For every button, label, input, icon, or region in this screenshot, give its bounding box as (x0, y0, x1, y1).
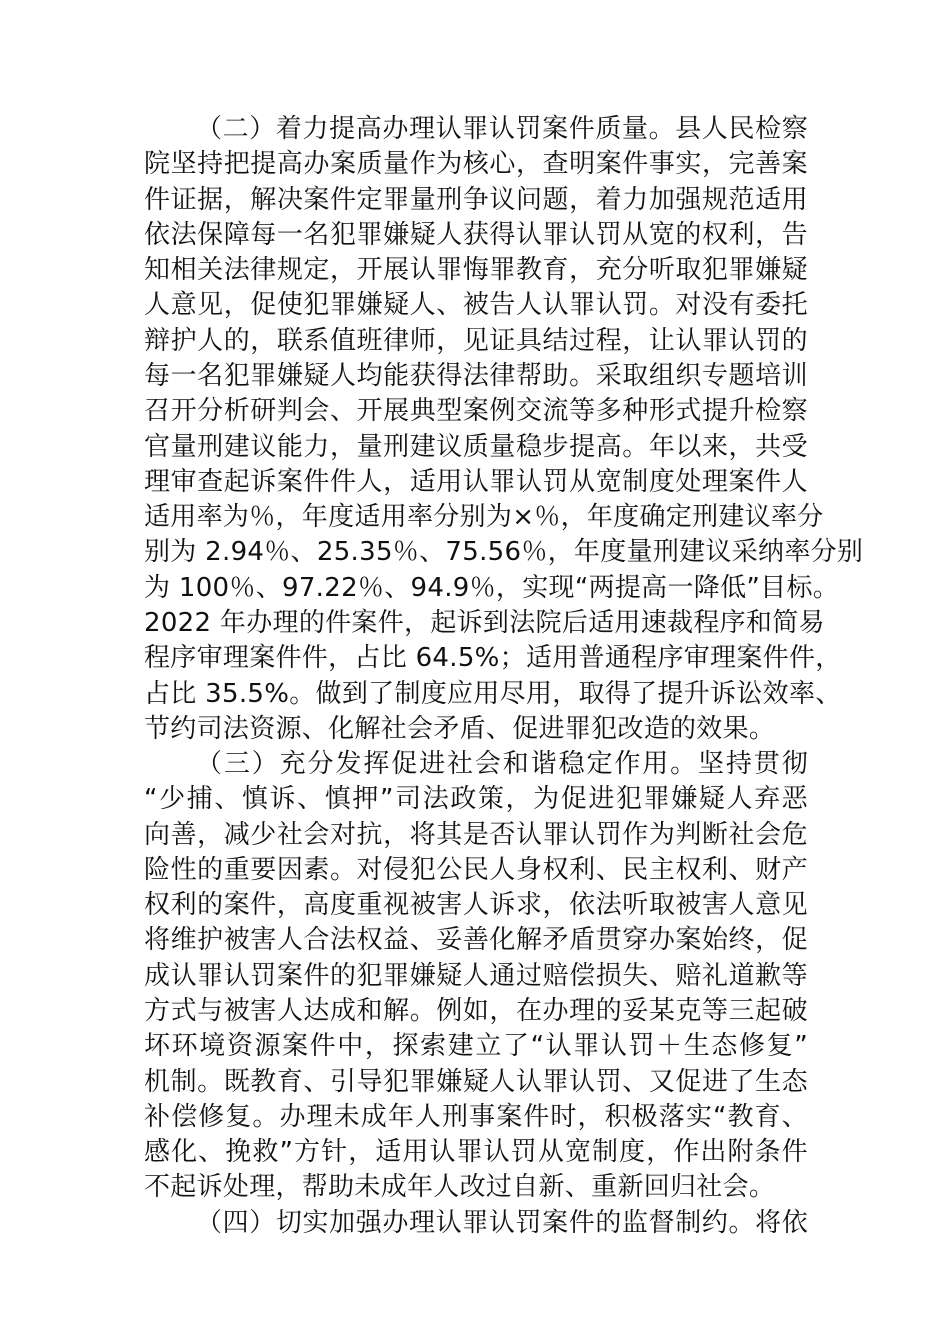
text-line: 依法保障每一名犯罪嫌疑人获得认罪认罚从宽的权利，告 (144, 219, 808, 250)
text-line: （四）切实加强办理认罪认罚案件的监督制约。将依 (196, 1207, 808, 1238)
text-line: 将维护被害人合法权益、妥善化解矛盾贯穿办案始终，促 (144, 925, 808, 956)
text-line: 向善，减少社会对抗，将其是否认罪认罚作为判断社会危 (144, 819, 808, 850)
text-line: 权利的案件，高度重视被害人诉求，依法听取被害人意见 (144, 890, 808, 921)
text-line: 召开分析研判会、开展典型案例交流等多种形式提升检察 (144, 396, 808, 427)
text-line: 2022 年办理的件案件，起诉到法院后适用速裁程序和简易 (144, 607, 825, 638)
text-line: 件证据，解决案件定罪量刑争议问题，着力加强规范适用 (144, 184, 808, 215)
body-text (144, 114, 864, 1243)
text-line: （二）着力提高办理认罪认罚案件质量。县人民检察 (196, 114, 808, 144)
text-line: 院坚持把提高办案质量作为核心，查明案件事实，完善案 (144, 149, 808, 180)
text-line: 别为 2.94％、25.35％、75.56％，年度量刑建议采纳率分别 (144, 537, 864, 568)
text-line: 机制。既教育、引导犯罪嫌疑人认罪认罚、又促进了生态 (144, 1066, 808, 1097)
text-line: 适用率为％，年度适用率分别为×％，年度确定刑建议率分 (144, 502, 824, 533)
text-line: 占比 35.5%。做到了制度应用尽用，取得了提升诉讼效率、 (144, 678, 842, 709)
text-line: 知相关法律规定，开展认罪悔罪教育，充分听取犯罪嫌疑 (144, 255, 808, 286)
text-line: 感化、挽救”方针，适用认罪认罚从宽制度，作出附条件 (144, 1137, 808, 1168)
text-line: 节约司法资源、化解社会矛盾、促进罪犯改造的效果。 (144, 713, 776, 744)
text-line: 人意见，促使犯罪嫌疑人、被告人认罪认罚。对没有委托 (144, 290, 808, 321)
text-line: 补偿修复。办理未成年人刑事案件时，积极落实“教育、 (144, 1101, 808, 1132)
text-line: 辩护人的，联系值班律师，见证具结过程，让认罪认罚的 (144, 325, 808, 356)
text-line: 程序审理案件件，占比 64.5%；适用普通程序审理案件件， (144, 643, 842, 674)
text-line: 坏环境资源案件中，探索建立了“认罪认罚＋生态修复” (144, 1031, 808, 1062)
text-line: （三）充分发挥促进社会和谐稳定作用。坚持贯彻 (196, 749, 808, 780)
text-line: 险性的重要因素。对侵犯公民人身权利、民主权利、财产 (144, 854, 808, 885)
text-line: 为 100％、97.22％、94.9％，实现“两提高一降低”目标。 (144, 572, 840, 603)
text-line: 官量刑建议能力，量刑建议质量稳步提高。年以来，共受 (144, 431, 808, 462)
text-line: 理审查起诉案件件人，适用认罪认罚从宽制度处理案件人 (144, 466, 808, 497)
text-line: 方式与被害人达成和解。例如，在办理的妥某克等三起破 (144, 996, 808, 1027)
text-line: 成认罪认罚案件的犯罪嫌疑人通过赔偿损失、赔礼道歉等 (144, 960, 808, 991)
text-line: 每一名犯罪嫌疑人均能获得法律帮助。采取组织专题培训 (144, 360, 808, 391)
text-line: “少捕、慎诉、慎押”司法政策，为促进犯罪嫌疑人弃恶 (144, 784, 808, 815)
text-line: 不起诉处理，帮助未成年人改过自新、重新回归社会。 (144, 1172, 776, 1203)
